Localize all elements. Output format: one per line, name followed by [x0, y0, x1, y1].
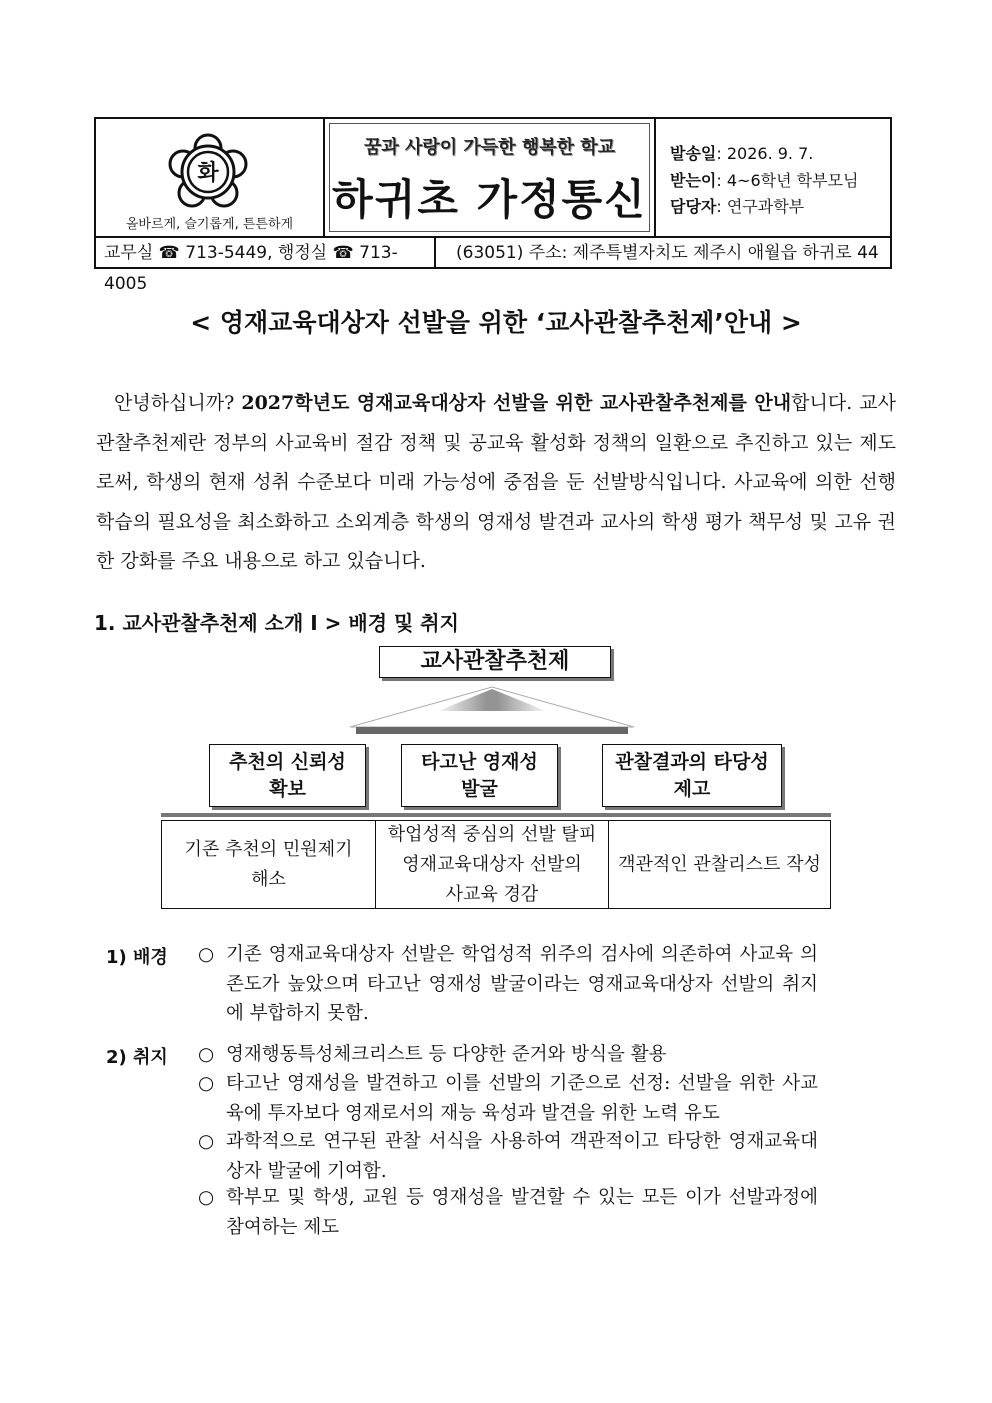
intro-paragraph: 안녕하십니까? 2027학년도 영재교육대상자 선발을 위한 교사관찰추천제를 안내합니다. 교사관찰추천제란 정부의 사교육비 절감 정책 및 공교육 활성화 정책의 일환으로 추진하고 있는 제도로써, 학생의 현재 성취 수준보다 미래 가능성에 중점을 둔 선발방식입니다. 사교육에 의한 선행학습의 필요성을 최소화하고 소외계층 학생의 영재성 발견과 교사의 학생 평가 책무성 및 고유 권한 강화를 주요 내용으로 하고 있습니다. — [96, 392, 897, 572]
diagram-box-validity: 관찰결과의 타당성 제고 — [602, 744, 782, 807]
document-title: < 영재교육대상자 선발을 위한 ‘교사관찰추천제’안내 > — [190, 308, 802, 337]
background-item: ○ 기존 영재교육대상자 선발은 학업성적 위주의 검사에 의존하여 사교육 의존도가 높았으며 타고난 영재성 발굴이라는 영재교육대상자 선발의 취지에 부합하지 못함. — [198, 944, 818, 1024]
header-top-row — [96, 119, 890, 238]
school-slogan: 꿈과 사랑이 가득한 행복한 학교 — [363, 137, 616, 158]
title-cell — [325, 119, 656, 236]
school-address: (63051) 주소: 제주특별자치도 제주시 애월읍 하귀로 44 — [456, 243, 879, 263]
header-contact-row — [96, 238, 890, 294]
background-label: 1) 배경 — [106, 947, 168, 968]
bottom-cell-checklist: 객관적인 관찰리스트 작성 — [618, 853, 821, 875]
purpose-label: 2) 취지 — [106, 1047, 168, 1068]
purpose-item: ○ 타고난 영재성을 발견하고 이를 선발의 기준으로 선정: 선발을 위한 사교육에 투자보다 영재로서의 재능 육성과 발견을 위한 노력 유도 — [198, 1073, 818, 1124]
diagram-box-reliability: 추천의 신뢰성 확보 — [209, 744, 366, 807]
send-date: 발송일: 2026. 9. 7. — [670, 144, 814, 163]
newsletter-title: 하귀초 가정통신 — [332, 175, 647, 224]
diagram-arrow-icon — [346, 683, 638, 737]
purpose-item: ○ 과학적으로 연구된 관찰 서식을 사용하여 객관적이고 타당한 영재교육대상자 발굴에 기여함. — [198, 1131, 818, 1182]
info-cell — [656, 119, 890, 236]
emblem-char: 화 — [197, 161, 219, 186]
section-heading: 1. 교사관찰추천제 소개 Ⅰ > 배경 및 취지 — [94, 611, 459, 635]
bottom-cell-complaints: 기존 추천의 민원제기 해소 — [162, 821, 376, 908]
newsletter-header — [94, 117, 892, 294]
bottom-cell-selection: 학업성적 중심의 선발 탈피 영재교육대상자 선발의 사교육 경감 — [376, 821, 609, 908]
diagram-divider — [161, 813, 831, 817]
school-emblem-icon — [168, 133, 248, 211]
recipient: 받는이: 4~6학년 학부모님 — [670, 171, 859, 190]
diagram-top-box: 교사관찰추천제 — [379, 646, 611, 678]
logo-cell — [96, 119, 325, 236]
manager: 담당자: 연구과학부 — [670, 197, 805, 216]
purpose-item: ○ 영재행동특성체크리스트 등 다양한 준거와 방식을 활용 — [198, 1044, 667, 1065]
phone-numbers: 교무실 ☎ 713-5449, 행정실 ☎ 713-4005 — [96, 238, 436, 269]
school-motto: 올바르게, 슬기롭게, 튼튼하게 — [125, 217, 294, 232]
diagram-box-giftedness: 타고난 영재성 발굴 — [401, 744, 558, 807]
intro-highlight: 2027학년도 영재교육대상자 선발을 위한 교사관찰추천제를 안내 — [241, 392, 792, 414]
purpose-item: ○ 학부모 및 학생, 교원 등 영재성을 발견할 수 있는 모든 이가 선발과정에 참여하는 제도 — [198, 1187, 818, 1238]
diagram-bottom-table — [161, 820, 831, 909]
